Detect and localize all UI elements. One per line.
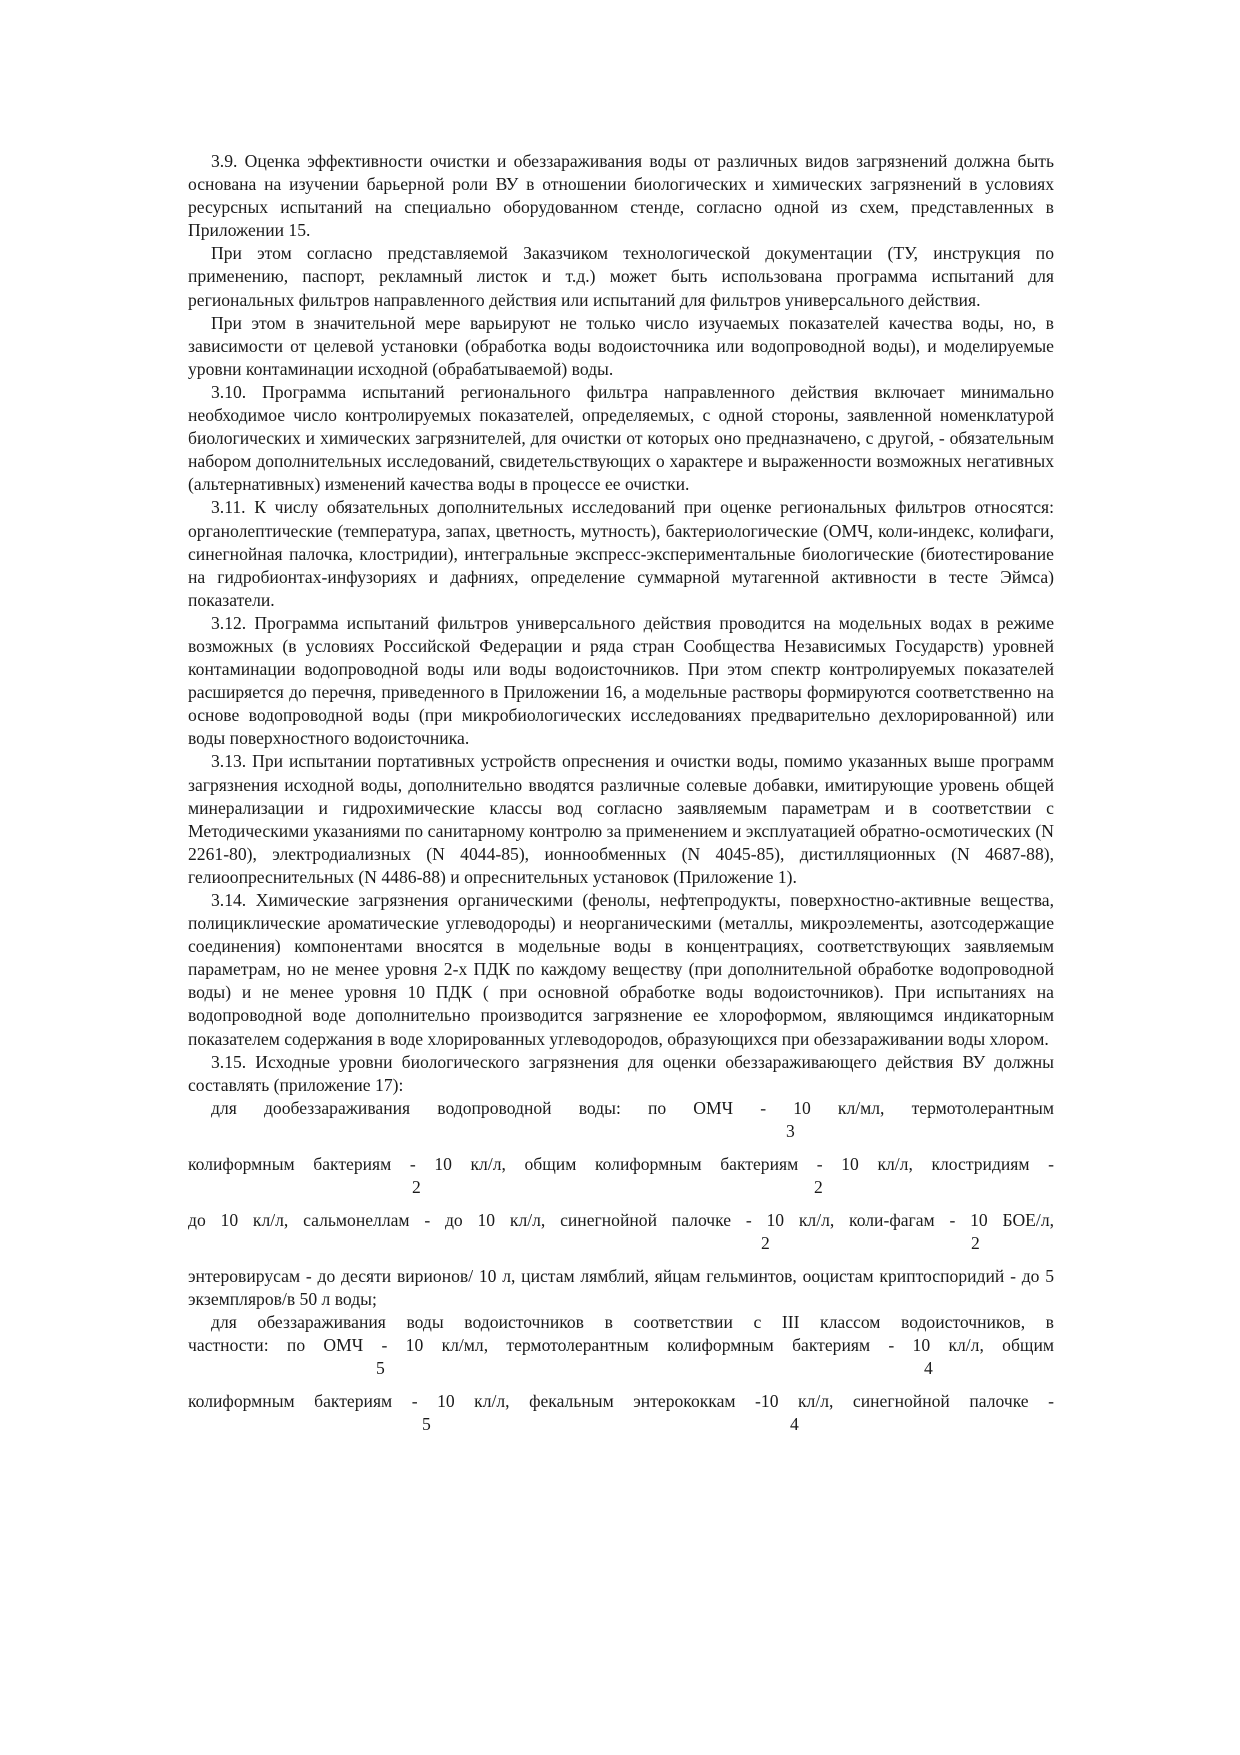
dose-line-source-coliform bbox=[188, 1390, 1054, 1446]
exponent-pseudomonas: 2 bbox=[761, 1232, 770, 1253]
paragraph-3-10: 3.10. Программа испытаний регионального фильтра направленного действия включает минимально необходимое число контролируемых показателей, определяемых, с одной стороны, заявленной номенклатурой биологических и химических загрязнителей, для очистки от которых оно предназначено, с другой, - обязательным набором дополнительных исследований, свидетельствующих о характере и выраженности возможных негативных (альтернативных) изменений качества воды в процессе ее очистки. bbox=[188, 381, 1054, 495]
paragraph-3-11: 3.11. К числу обязательных дополнительных исследований при оценке региональных фильтров относятся: органолептические (температура, запах, цветность, мутность), бактериологические (ОМЧ, коли-индекс, колифаги, синегнойная палочка, клостридии), интегральные экспресс-экспериментальные биологические (биотестирование на гидробионтах-инфузориях и дафниях, определение суммарной мутагенной активности в тесте Эймса) показатели. bbox=[188, 497, 1054, 610]
exponent-coliphage: 2 bbox=[971, 1232, 980, 1253]
dose-line-source-omch bbox=[188, 1334, 1054, 1390]
exponent-source-omch: 5 bbox=[376, 1358, 385, 1379]
exponent-source-total-coliform: 5 bbox=[422, 1414, 431, 1435]
dose-line-coliform bbox=[188, 1153, 1054, 1209]
dose-line-text: частности: по ОМЧ - 10 кл/мл, термотолерантным колиформным бактериям - 10 кл/л, общим bbox=[188, 1335, 1054, 1356]
paragraph-3-13: 3.13. При испытании портативных устройств опреснения и очистки воды, помимо указанных выше программ загрязнения исходной воды, дополнительно вводятся различные солевые добавки, имитирующие уровень общей минерализации и гидрохимические классы вод согласно заявляемым параметрам и в соответствии с Методическими указаниями по санитарному контролю за применением и эксплуатацией обратно-осмотических (N 2261-80), электродиализных (N 4044-85), ионнообменных (N 4045-85), дистилляционных (N 4687-88), гелиоопреснительных (N 4486-88) и опреснительных установок (Приложение 1). bbox=[188, 751, 1054, 887]
dose-line-tap-water bbox=[188, 1097, 1054, 1153]
dose-line-source-water-intro: для обеззараживания воды водоисточников в соответствии с III классом водоисточников, в bbox=[211, 1312, 1054, 1333]
paragraph-3-14: 3.14. Химические загрязнения органическими (фенолы, нефтепродукты, поверхностно-активные вещества, полициклические ароматические углеводороды) и неорганическими (металлы, микроэлементы, азотсодержащие соединения) компонентами вносятся в модельные воды в концентрациях, соответствующих заявляемым параметрам, но не менее уровня 2-х ПДК по каждому веществу (при дополнительной обработке водопроводной воды) и не менее уровня 10 ПДК ( при основной обработке воды водоисточников). При испытаниях на водопроводной воде дополнительно производится загрязнение ее хлороформом, являющимся индикаторным показателем содержания в воде хлорированных углеводородов, образующихся при обеззараживании воды хлором. bbox=[188, 890, 1054, 1049]
exponent-total-coliform: 2 bbox=[814, 1176, 823, 1197]
exponent-enterococci: 4 bbox=[790, 1414, 799, 1435]
dose-line-salmonella bbox=[188, 1209, 1054, 1265]
dose-line-text: для дообеззараживания водопроводной воды: по ОМЧ - 10 кл/мл, термотолерантным bbox=[211, 1097, 1054, 1118]
paragraph-3-15: 3.15. Исходные уровни биологического загрязнения для оценки обеззараживающего действия ВУ должны составлять (приложение 17): bbox=[188, 1051, 1054, 1095]
exponent-omch: 3 bbox=[786, 1120, 795, 1141]
dose-line-text: колиформным бактериям - 10 кл/л, общим колиформным бактериям - 10 кл/л, клостридиям - bbox=[188, 1153, 1054, 1174]
paragraph-3-12: 3.12. Программа испытаний фильтров универсального действия проводится на модельных водах в режиме возможных (в условиях Российской Федерации и ряда стран Сообщества Независимых Государств) уровней контаминации водопроводной воды или воды водоисточников. При этом спектр контролируемых показателей расширяется до перечня, приведенного в Приложении 16, а модельные растворы формируются соответственно на основе водопроводной воды (при микробиологических исследованиях предварительно дехлорированной) или воды поверхностного водоисточника. bbox=[188, 612, 1054, 749]
exponent-thermotolerant: 2 bbox=[412, 1176, 421, 1197]
exponent-source-thermotolerant: 4 bbox=[924, 1358, 933, 1379]
document-page bbox=[188, 150, 1054, 1446]
dose-line-enterovirus: энтеровирусам - до десяти вирионов/ 10 л, цистам лямблий, яйцам гельминтов, ооцистам криптоспоридий - до 5 экземпляров/в 50 л воды; bbox=[188, 1265, 1054, 1309]
paragraph-variation: При этом в значительной мере варьируют не только число изучаемых показателей качества воды, но, в зависимости от целевой установки (обработка воды водоисточника или водопроводной воды), и моделируемые уровни контаминации исходной (обрабатываемой) воды. bbox=[188, 312, 1054, 379]
dose-line-text: до 10 кл/л, сальмонеллам - до 10 кл/л, синегнойной палочке - 10 кл/л, коли-фагам - 10 БОЕ/л, bbox=[188, 1209, 1054, 1230]
paragraph-3-9: 3.9. Оценка эффективности очистки и обеззараживания воды от различных видов загрязнений должна быть основана на изучении барьерной роли ВУ в отношении биологических и химических загрязнений в условиях ресурсных испытаний на специально оборудованном стенде, согласно одной из схем, представленных в Приложении 15. bbox=[188, 151, 1054, 241]
dose-line-text: колиформным бактериям - 10 кл/л, фекальным энтерококкам -10 кл/л, синегнойной палочке - bbox=[188, 1391, 1054, 1412]
paragraph-tech-docs: При этом согласно представляемой Заказчиком технологической документации (ТУ, инструкция по применению, паспорт, рекламный листок и т.д.) может быть использована программа испытаний для региональных фильтров направленного действия или испытаний для фильтров универсального действия. bbox=[188, 243, 1054, 310]
